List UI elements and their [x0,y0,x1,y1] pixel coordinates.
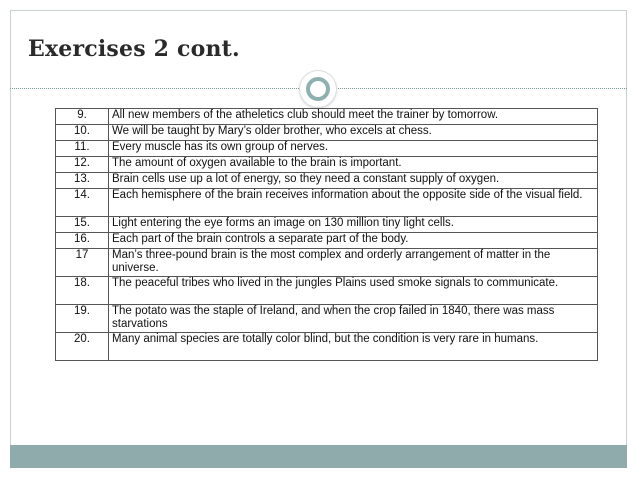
row-number: 17 [56,249,109,277]
row-number: 11. [56,141,109,157]
footer-bar [10,445,627,468]
table-row [56,233,598,249]
row-number: 13. [56,173,109,189]
table-row [56,157,598,173]
row-sentence: All new members of the atheletics club should meet the trainer by tomorrow. [109,109,598,125]
table-row [56,189,598,217]
row-sentence: We will be taught by Mary’s older brother, who excels at chess. [109,125,598,141]
table-row [56,333,598,361]
table-row [56,249,598,277]
row-number: 16. [56,233,109,249]
table-row [56,217,598,233]
row-number: 18. [56,277,109,305]
row-sentence: The potato was the staple of Ireland, and when the crop failed in 1840, there was mass starvations [109,305,598,333]
row-number: 12. [56,157,109,173]
circle-ornament-icon [300,71,336,107]
row-sentence: Light entering the eye forms an image on 130 million tiny light cells. [109,217,598,233]
row-number: 20. [56,333,109,361]
row-sentence: Each hemisphere of the brain receives information about the opposite side of the visual field. [109,189,598,217]
row-number: 9. [56,109,109,125]
row-number: 14. [56,189,109,217]
row-sentence: Man’s three-pound brain is the most complex and orderly arrangement of matter in the universe. [109,249,598,277]
row-sentence: Each part of the brain controls a separate part of the body. [109,233,598,249]
table-row [56,277,598,305]
exercise-table [55,108,598,361]
row-sentence: The amount of oxygen available to the brain is important. [109,157,598,173]
table-row [56,141,598,157]
row-sentence: Every muscle has its own group of nerves. [109,141,598,157]
row-sentence: Brain cells use up a lot of energy, so they need a constant supply of oxygen. [109,173,598,189]
row-number: 19. [56,305,109,333]
slide-title: Exercises 2 cont. [28,36,240,62]
table-row [56,109,598,125]
table-row [56,173,598,189]
row-number: 15. [56,217,109,233]
table-row [56,125,598,141]
table-row [56,305,598,333]
row-number: 10. [56,125,109,141]
row-sentence: The peaceful tribes who lived in the jungles Plains used smoke signals to communicate. [109,277,598,305]
row-sentence: Many animal species are totally color blind, but the condition is very rare in humans. [109,333,598,361]
